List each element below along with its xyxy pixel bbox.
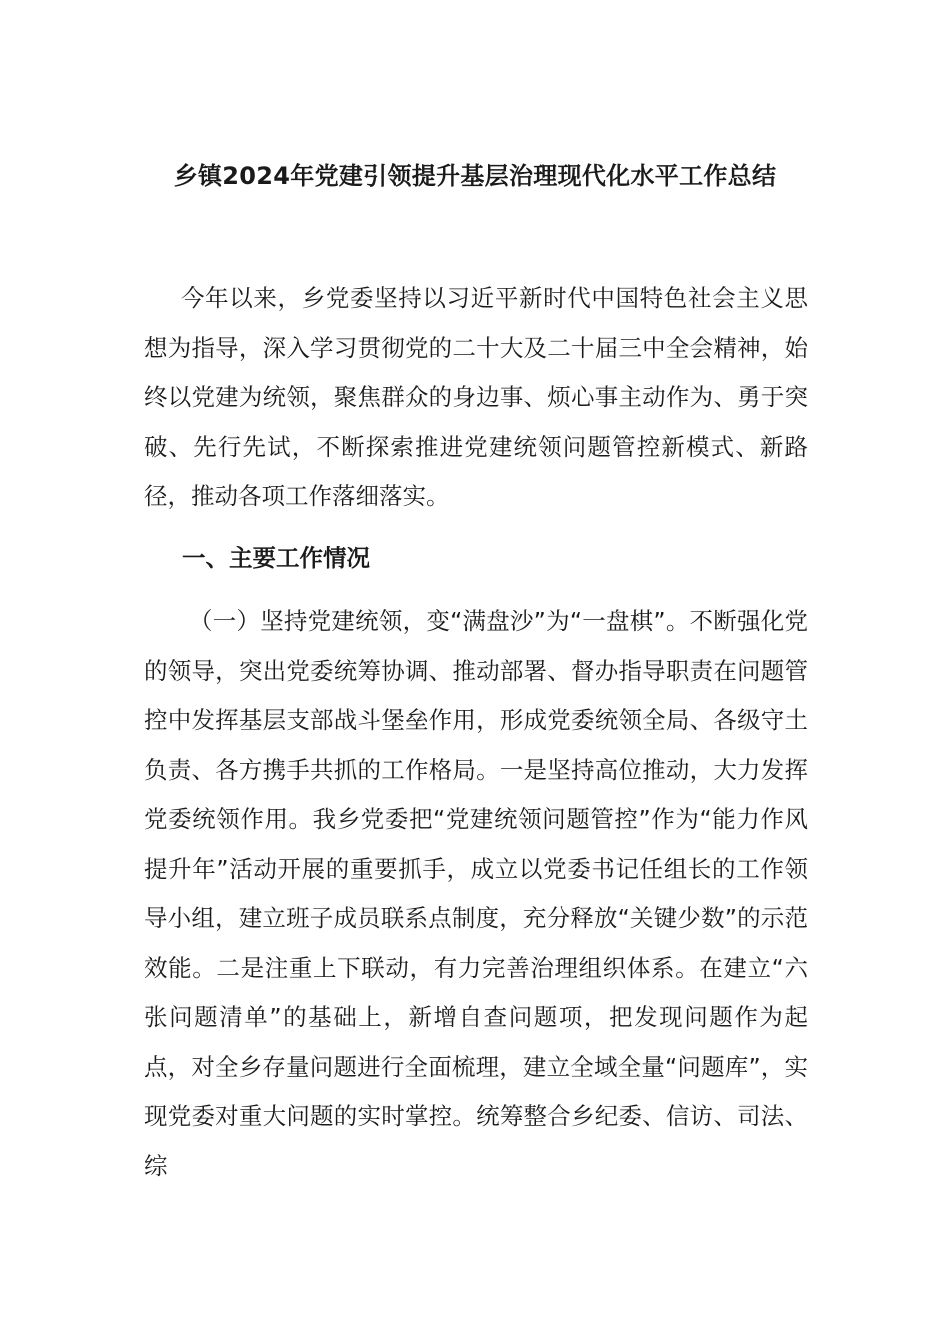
subsection-paragraph: （一）坚持党建统领，变“满盘沙”为“一盘棋”。不断强化党的领导，突出党委统筹协调、推动部署、督办指导职责在问题管控中发挥基层支部战斗堡垒作用，形成党委统领全局、各级守土负责、各方携手共抓的工作格局。一是坚持高位推动，大力发挥党委统领作用。我乡党委把“党建统领问题管控”作为“能力作风提升年”活动开展的重要抓手，成立以党委书记任组长的工作领导小组，建立班子成员联系点制度，充分释放“关键少数”的示范效能。二是注重上下联动，有力完善治理组织体系。在建立“六张问题清单”的基础上，新增自查问题项，把发现问题作为起点，对全乡存量问题进行全面梳理，建立全域全量“问题库”，实现党委对重大问题的实时掌控。统筹整合乡纪委、信访、司法、综 — [144, 607, 808, 1180]
intro-paragraph: 今年以来，乡党委坚持以习近平新时代中国特色社会主义思想为指导，深入学习贯彻党的二十大及二十届三中全会精神，始终以党建为统领，聚焦群众的身边事、烦心事主动作为、勇于突破、先行先试，不断探索推进党建统领问题管控新模式、新路径，推动各项工作落细落实。 — [144, 284, 808, 510]
section-heading: 一、主要工作情况 — [182, 544, 370, 572]
document-title: 乡镇2024年党建引领提升基层治理现代化水平工作总结 — [173, 162, 777, 190]
